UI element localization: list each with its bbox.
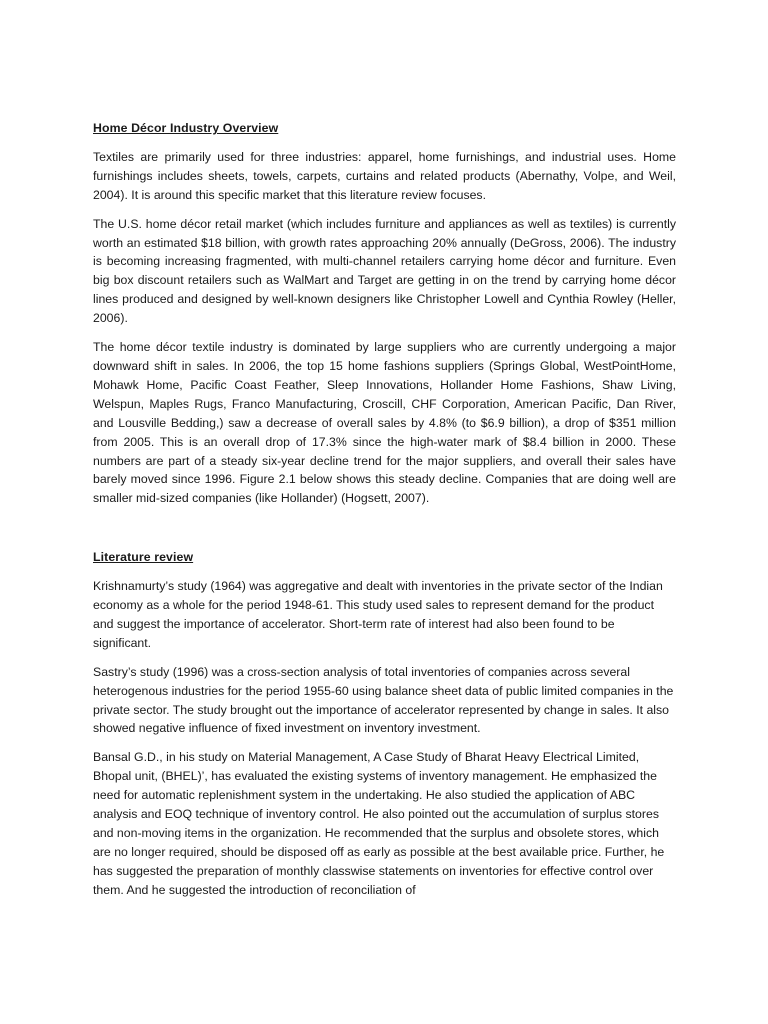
section-heading-home-decor: Home Décor Industry Overview — [93, 121, 279, 135]
document-page — [93, 119, 676, 910]
paragraph-retail-market: The U.S. home décor retail market (which includes furniture and appliances as well as textiles) is currently worth an estimated $18 billion, with growth rates approaching 20% annually (DeGross, 2006). The industry is becoming increasing fragmented, with multi-channel retailers carrying home décor and furniture. Even big box discount retailers such as WalMart and Target are getting in on the trend by carrying home décor lines produced and designed by well-known designers like Christopher Lowell and Cynthia Rowley (Heller, 2006). — [93, 216, 676, 326]
paragraph-krishnamurty: Krishnamurty’s study (1964) was aggregative and dealt with inventories in the private sector of the Indian economy as a whole for the period 1948-61. This study used sales to represent demand for the product and suggest the importance of accelerator. Short-term rate of interest had also been found to be significant. — [93, 579, 663, 650]
paragraph-textile-industry: The home décor textile industry is dominated by large suppliers who are currently undergoing a major downward shift in sales. In 2006, the top 15 home fashions suppliers (Springs Global, WestPointHome, Mohawk Home, Pacific Coast Feather, Sleep Innovations, Hollander Home Fashions, Shaw Living, Welspun, Maples Rugs, Franco Manufacturing, Croscill, CHF Corporation, American Pacific, Dan River, and Lousville Bedding,) saw a decrease of overall sales by 4.8% (to $6.9 billion), a drop of $351 million from 2005. This is an overall drop of 17.3% since the high-water mark of $8.4 billion in 2000. These numbers are part of a steady six-year decline trend for the major suppliers, and overall their sales have barely moved since 1996. Figure 2.1 below shows this steady decline. Companies that are doing well are smaller mid-sized companies (like Hollander) (Hogsett, 2007). — [93, 340, 676, 506]
paragraph-bansal: Bansal G.D., in his study on Material Management, A Case Study of Bharat Heavy Electrical Limited, Bhopal unit, (BHEL)’, has evaluated the existing systems of inventory management. He emphasized the need for automatic replenishment system in the undertaking. He also studied the application of ABC analysis and EOQ technique of inventory control. He also pointed out the accumulation of surplus stores and non-moving items in the organization. He recommended that the surplus and obsolete stores, which are no longer required, should be disposed off as early as possible at the best available price. Further, he has suggested the preparation of monthly classwise statements on inventories for effective control over them. And he suggested the introduction of reconciliation of — [93, 750, 665, 897]
section-heading-literature-review: Literature review — [93, 550, 194, 565]
paragraph-sastry: Sastry’s study (1996) was a cross-section analysis of total inventories of companies across several heterogenous industries for the period 1955-60 using balance sheet data of public limited companies in the private sector. The study brought out the importance of accelerator represented by change in sales. It also showed negative influence of fixed investment on inventory investment. — [93, 664, 674, 736]
paragraph-textiles: Textiles are primarily used for three industries: apparel, home furnishings, and industrial uses. Home furnishings includes sheets, towels, carpets, curtains and related products (Abernathy, Volpe, and Weil, 2004). It is around this specific market that this literature review focuses. — [93, 149, 676, 202]
section-spacer — [93, 518, 676, 548]
